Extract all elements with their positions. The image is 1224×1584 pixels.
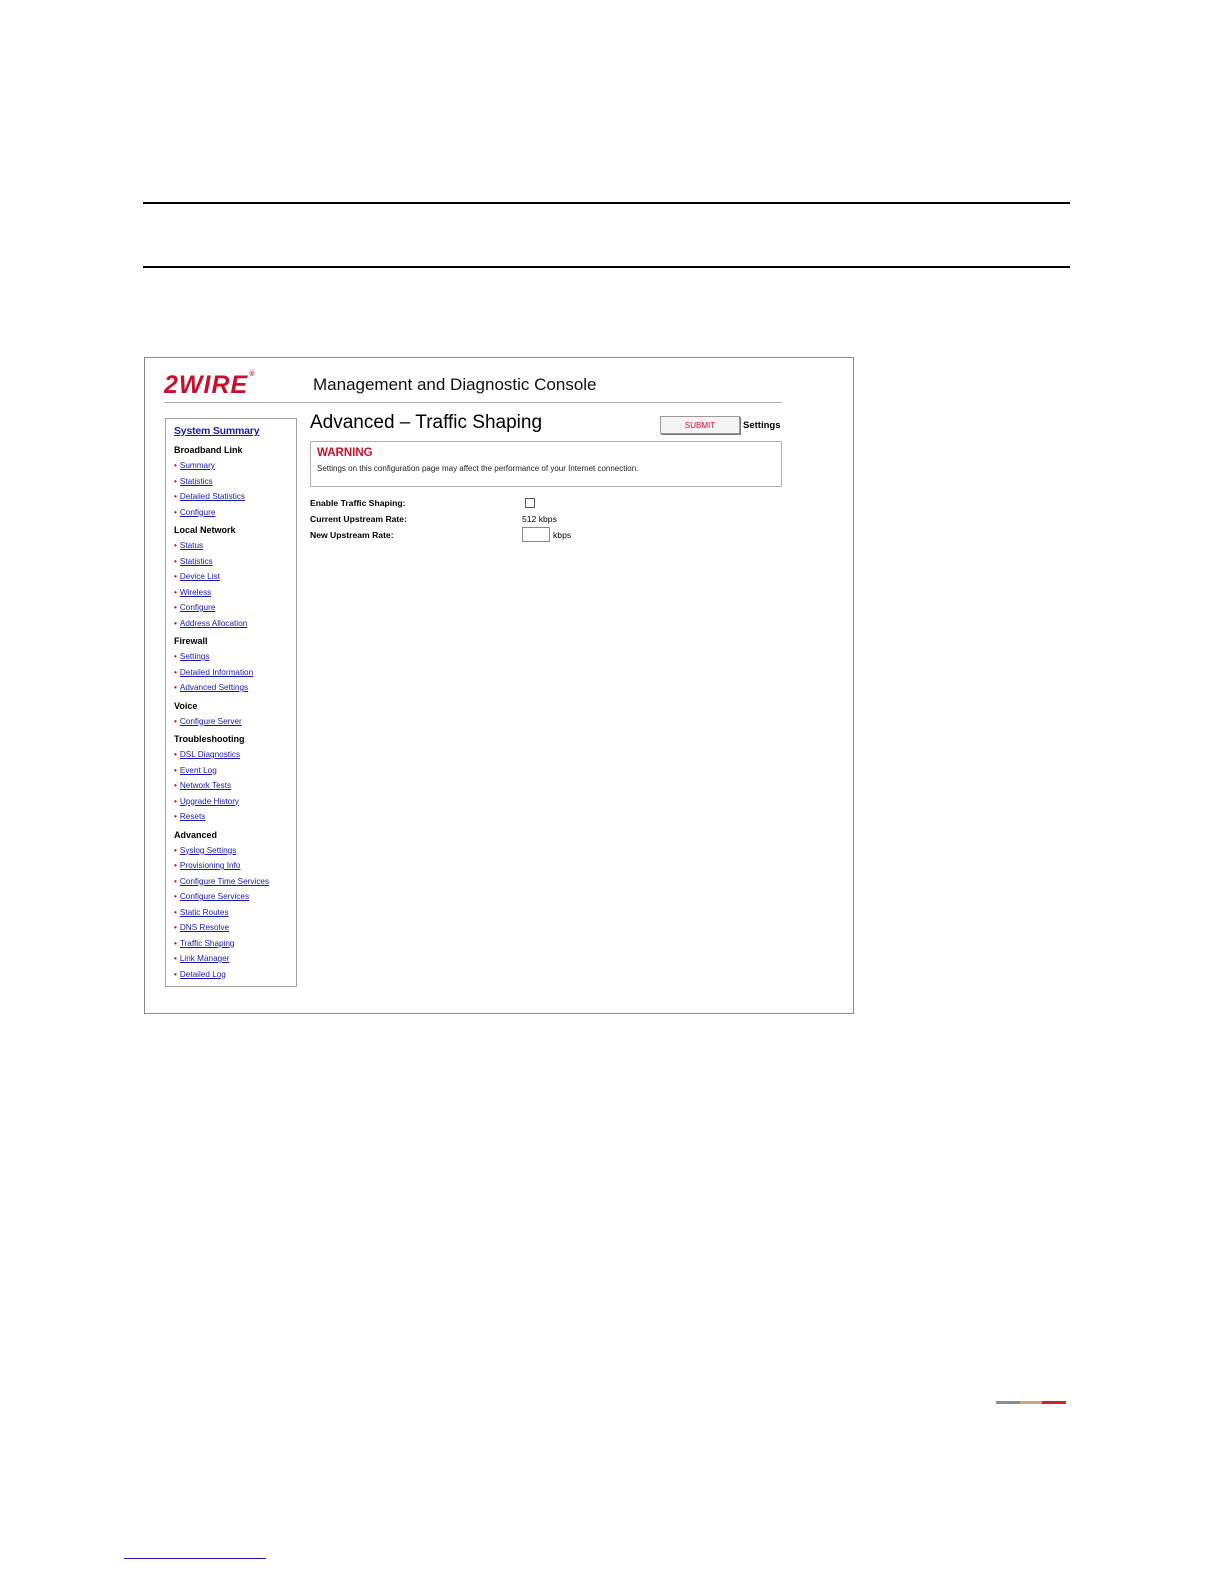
sidebar-item xyxy=(174,474,296,490)
sidebar-section xyxy=(174,830,296,983)
sidebar-item xyxy=(174,554,296,570)
sidebar-item xyxy=(174,569,296,585)
sidebar-link[interactable]: Wireless xyxy=(179,587,212,597)
sidebar-item xyxy=(174,747,296,763)
new-upstream-rate-label: New Upstream Rate: xyxy=(310,530,394,540)
sidebar-item xyxy=(174,665,296,681)
sidebar-item xyxy=(174,951,296,967)
brand-logo: 2WIRE® xyxy=(164,371,256,399)
document-rule-bottom xyxy=(143,266,1070,268)
sidebar-item xyxy=(174,763,296,779)
sidebar-link[interactable]: Configure xyxy=(179,507,216,517)
bullet-icon: • xyxy=(174,969,177,979)
bullet-icon: • xyxy=(174,907,177,917)
bullet-icon: • xyxy=(174,572,177,581)
bullet-icon: • xyxy=(174,923,177,932)
sidebar-item xyxy=(174,680,296,696)
footer-bar-segment xyxy=(1020,1401,1042,1404)
footer-color-bar xyxy=(996,1401,1066,1404)
sidebar-link[interactable]: Detailed Statistics xyxy=(179,492,245,501)
sidebar-link[interactable]: Detailed Information xyxy=(179,667,254,677)
sidebar-link[interactable]: Status xyxy=(179,541,204,550)
sidebar-item xyxy=(174,905,296,921)
bullet-icon: • xyxy=(174,876,177,886)
bullet-icon: • xyxy=(174,892,177,901)
sidebar-link[interactable]: Event Log xyxy=(179,765,217,775)
bullet-icon: • xyxy=(174,683,177,692)
sidebar-item xyxy=(174,714,296,730)
current-upstream-rate-value: 512 kbps xyxy=(522,514,557,524)
sidebar-item xyxy=(174,585,296,601)
sidebar-link[interactable]: Provisioning Info xyxy=(179,861,241,870)
bullet-icon: • xyxy=(174,476,177,486)
sidebar-item xyxy=(174,778,296,794)
sidebar-link[interactable]: Configure Services xyxy=(179,892,250,901)
enable-traffic-shaping-checkbox[interactable] xyxy=(525,498,535,508)
submit-button[interactable]: SUBMIT xyxy=(660,416,740,434)
sidebar-item xyxy=(174,809,296,825)
sidebar-link[interactable]: Configure Server xyxy=(179,716,242,726)
sidebar-item xyxy=(174,936,296,952)
bullet-icon: • xyxy=(174,492,177,501)
sidebar-item xyxy=(174,649,296,665)
sidebar-link[interactable]: Address Allocation xyxy=(179,618,248,628)
bullet-icon: • xyxy=(174,938,177,948)
sidebar-item xyxy=(174,616,296,632)
sidebar-item xyxy=(174,889,296,905)
header-divider xyxy=(164,402,782,403)
sidebar-section-title: Advanced xyxy=(174,829,218,840)
warning-box xyxy=(310,441,782,487)
document-rule-top xyxy=(143,202,1070,204)
sidebar-link[interactable]: Configure Time Services xyxy=(179,876,270,886)
sidebar-link[interactable]: Statistics xyxy=(179,476,213,486)
sidebar-item xyxy=(174,967,296,983)
sidebar-section-title: Voice xyxy=(174,700,198,711)
sidebar-link[interactable]: Statistics xyxy=(179,556,213,566)
bullet-icon: • xyxy=(174,781,177,790)
footer-bar-segment xyxy=(1042,1401,1066,1404)
sidebar-link[interactable]: Settings xyxy=(179,652,210,661)
bullet-icon: • xyxy=(174,652,177,661)
footer-link-underline xyxy=(124,1558,266,1559)
sidebar-item xyxy=(174,505,296,521)
sidebar-item xyxy=(174,920,296,936)
sidebar-link[interactable]: DSL Diagnostics xyxy=(179,750,241,759)
enable-traffic-shaping-label: Enable Traffic Shaping: xyxy=(310,498,406,508)
sidebar-link[interactable]: Advanced Settings xyxy=(179,683,249,692)
bullet-icon: • xyxy=(174,954,177,963)
sidebar-item xyxy=(174,600,296,616)
bullet-icon: • xyxy=(174,618,177,628)
sidebar-item xyxy=(174,843,296,859)
bullet-icon: • xyxy=(174,765,177,775)
console-title: Management and Diagnostic Console xyxy=(313,375,597,394)
sidebar-sections xyxy=(174,445,296,982)
current-upstream-rate-label: Current Upstream Rate: xyxy=(310,514,407,524)
sidebar-link[interactable]: Device List xyxy=(179,572,220,581)
warning-text: Settings on this configuration page may affect the performance of your Internet connection. xyxy=(317,464,639,473)
bullet-icon: • xyxy=(174,556,177,566)
bullet-icon: • xyxy=(174,845,177,855)
footer-bar-segment xyxy=(996,1401,1020,1404)
sidebar-section-title: Firewall xyxy=(174,636,208,646)
bullet-icon: • xyxy=(174,461,177,470)
sidebar-item xyxy=(174,794,296,810)
sidebar-section xyxy=(174,701,296,730)
sidebar-item xyxy=(174,489,296,505)
sidebar-link[interactable]: Upgrade History xyxy=(179,796,240,806)
bullet-icon: • xyxy=(174,603,177,612)
sidebar-section xyxy=(174,734,296,825)
bullet-icon: • xyxy=(174,507,177,517)
sidebar-section xyxy=(174,445,296,520)
page-title: Advanced – Traffic Shaping xyxy=(310,412,543,433)
sidebar-link[interactable]: Detailed Log xyxy=(179,969,226,979)
bullet-icon: • xyxy=(174,587,177,597)
sidebar-link[interactable]: Syslog Settings xyxy=(179,845,237,855)
warning-title: WARNING xyxy=(317,447,373,459)
sidebar-section-title: Broadband Link xyxy=(174,445,243,455)
sidebar-item xyxy=(174,874,296,890)
system-summary-link[interactable]: System Summary xyxy=(174,425,260,437)
sidebar-link[interactable]: Summary xyxy=(179,461,215,470)
bullet-icon: • xyxy=(174,812,177,821)
sidebar-link[interactable]: DNS Resolve xyxy=(179,923,230,932)
bullet-icon: • xyxy=(174,861,177,870)
sidebar-item xyxy=(174,458,296,474)
sidebar-link[interactable]: Traffic Shaping xyxy=(179,938,235,948)
sidebar-section-title: Troubleshooting xyxy=(174,734,245,744)
bullet-icon: • xyxy=(174,667,177,677)
sidebar-section-title: Local Network xyxy=(174,525,236,535)
new-upstream-rate-unit: kbps xyxy=(553,530,572,540)
sidebar-section xyxy=(174,636,296,696)
sidebar-item xyxy=(174,858,296,874)
sidebar-link[interactable]: Static Routes xyxy=(179,907,229,917)
new-upstream-rate-input[interactable] xyxy=(522,527,550,542)
settings-label: Settings xyxy=(743,420,781,431)
bullet-icon: • xyxy=(174,716,177,726)
sidebar-item xyxy=(174,538,296,554)
sidebar-link[interactable]: Network Tests xyxy=(179,781,232,790)
bullet-icon: • xyxy=(174,541,177,550)
sidebar-nav xyxy=(165,418,297,987)
sidebar-link[interactable]: Link Manager xyxy=(179,954,230,963)
console-screenshot xyxy=(144,357,854,1014)
sidebar-link[interactable]: Configure xyxy=(179,603,216,612)
bullet-icon: • xyxy=(174,750,177,759)
sidebar-link[interactable]: Resets xyxy=(179,812,206,821)
bullet-icon: • xyxy=(174,796,177,806)
sidebar-section xyxy=(174,525,296,631)
